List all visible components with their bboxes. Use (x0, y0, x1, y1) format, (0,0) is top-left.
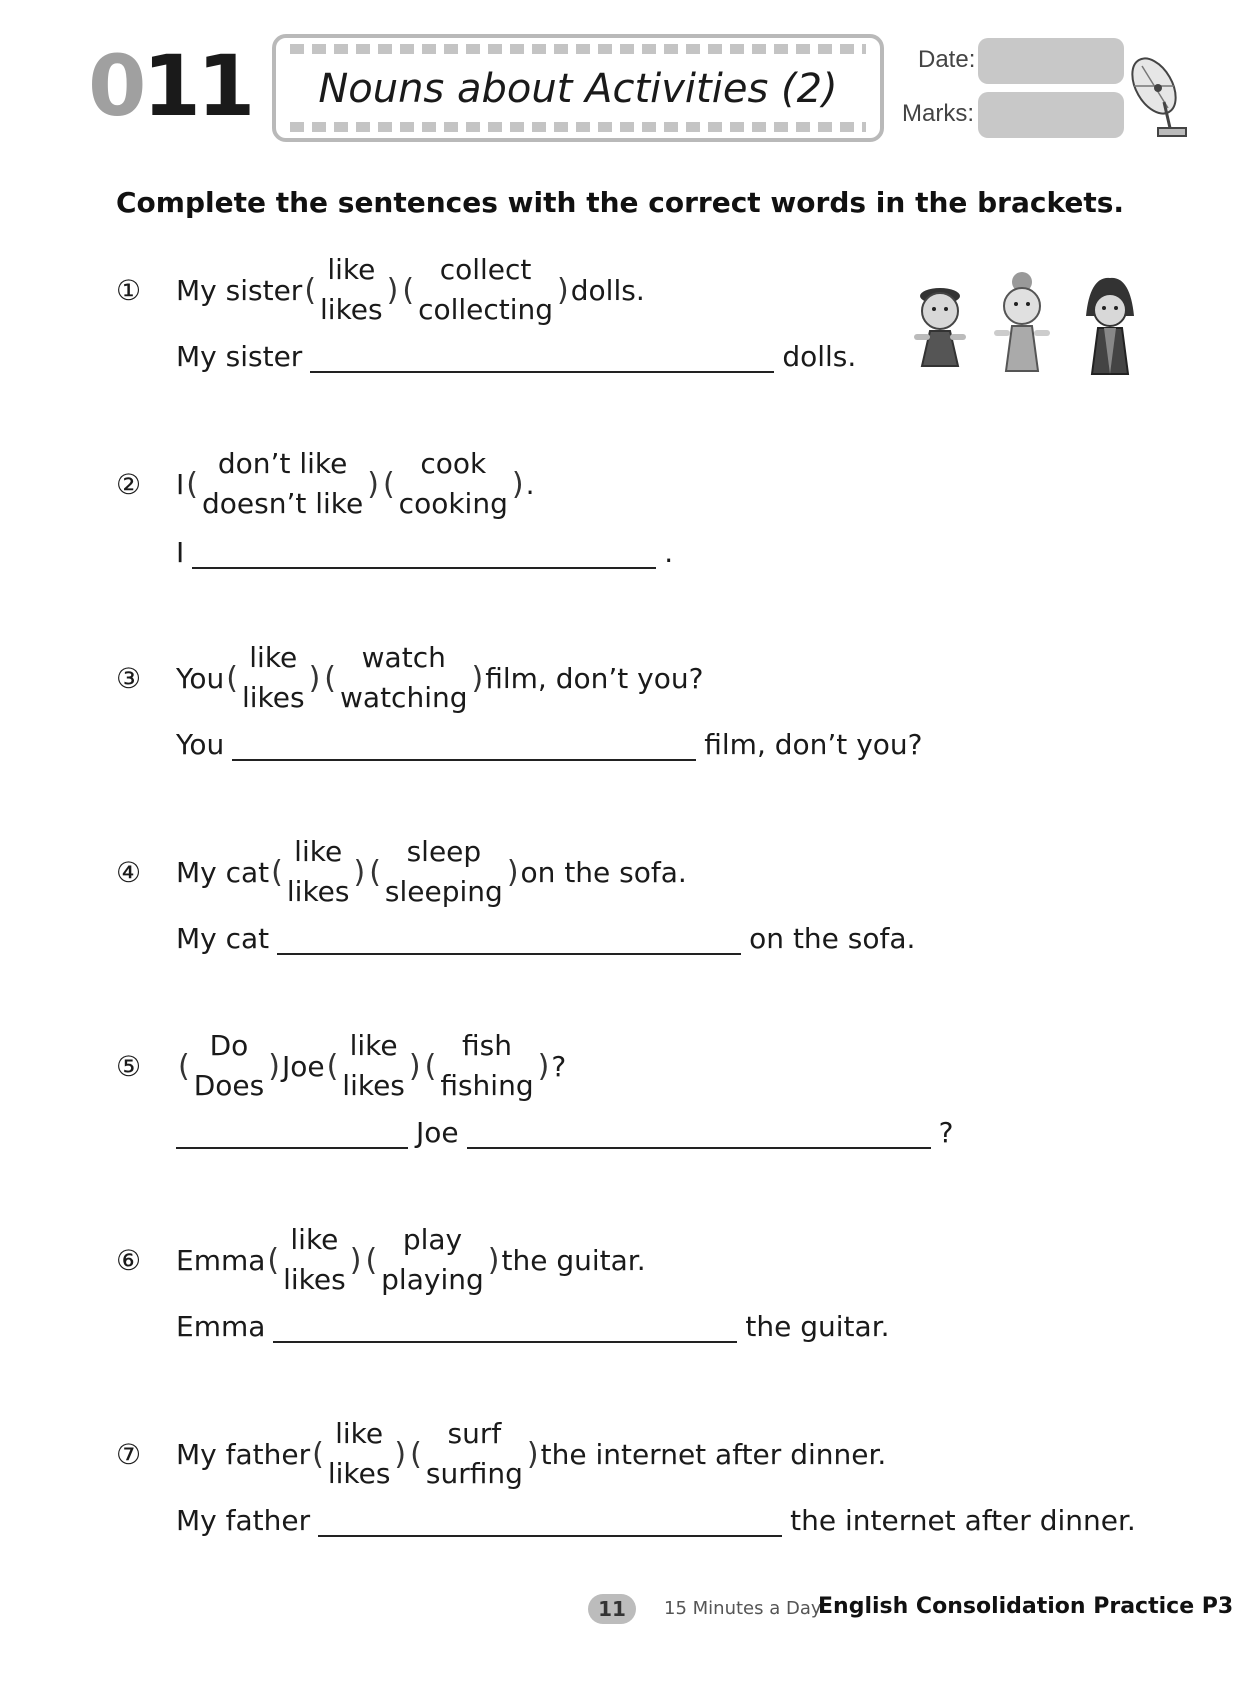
choice-group-2: ( watch watching ) (324, 638, 483, 718)
choice-group-1: ( like likes ) (312, 1414, 406, 1494)
choice-option[interactable]: likes (320, 293, 383, 326)
lesson-number-zero: 0 (88, 37, 143, 135)
date-field[interactable] (978, 38, 1124, 84)
answer-blank[interactable] (192, 537, 656, 569)
footer-subtitle: 15 Minutes a Day (664, 1598, 822, 1619)
sentence-start: I (176, 467, 185, 501)
sentence-end: the internet after dinner. (540, 1437, 887, 1471)
answer-line-5 (176, 1116, 954, 1149)
sentence-start: Emma (176, 1243, 266, 1277)
doll-1-icon (914, 288, 966, 366)
choice-group-2: ( play playing ) (365, 1220, 499, 1300)
choice-option[interactable]: likes (342, 1069, 405, 1102)
sentence-end: ? (551, 1049, 567, 1083)
answer-subject: Joe (416, 1116, 459, 1149)
sentence-end: film, don’t you? (485, 661, 704, 695)
answer-start: My cat (176, 922, 270, 955)
question-number: ⑥ (116, 1244, 142, 1277)
choice-option[interactable]: likes (283, 1263, 346, 1296)
sentence-start: My sister (176, 273, 303, 307)
choice-group-2: ( cook cooking ) (383, 444, 524, 524)
answer-blank-1[interactable] (176, 1117, 408, 1149)
sentence-end: the guitar. (501, 1243, 646, 1277)
choice-group-2: ( surf surfing ) (410, 1414, 538, 1494)
doll-3-icon (1086, 278, 1134, 374)
answer-end: ? (938, 1116, 954, 1149)
question-sentence (176, 636, 703, 720)
answer-end: film, don’t you? (704, 728, 923, 761)
instruction-text: Complete the sentences with the correct words in the brackets. (116, 186, 1125, 219)
lesson-number-digits: 11 (142, 37, 252, 135)
question-number: ④ (116, 856, 142, 889)
answer-line-1 (176, 340, 856, 373)
doll-2-icon (994, 272, 1050, 371)
question-number: ② (116, 468, 142, 501)
sentence-start: My cat (176, 855, 270, 889)
choice-option[interactable]: surf (447, 1417, 502, 1450)
answer-end: dolls. (782, 340, 857, 373)
question-number: ⑦ (116, 1438, 142, 1471)
choice-option[interactable]: surfing (425, 1457, 523, 1490)
title-banner (272, 34, 884, 142)
answer-end: on the sofa. (749, 922, 916, 955)
sentence-start: You (176, 661, 225, 695)
sentence-subject: Joe (281, 1049, 325, 1083)
answer-start: My father (176, 1504, 311, 1537)
answer-line-7 (176, 1504, 1136, 1537)
choice-option[interactable]: cooking (398, 487, 508, 520)
choice-option[interactable]: play (402, 1223, 463, 1256)
choice-option[interactable]: doesn’t like (201, 487, 364, 520)
choice-option[interactable]: collecting (418, 293, 554, 326)
answer-start: Emma (176, 1310, 266, 1343)
choice-option[interactable]: like (249, 641, 298, 674)
choice-group-1: ( don’t like doesn’t like ) (186, 444, 379, 524)
footer-book-title: English Consolidation Practice P3 (818, 1594, 1234, 1619)
question-sentence (176, 248, 645, 332)
question-sentence (176, 830, 687, 914)
answer-line-6 (176, 1310, 890, 1343)
question-sentence (176, 1412, 886, 1496)
question-number: ① (116, 274, 142, 307)
sentence-end: on the sofa. (520, 855, 687, 889)
choice-group-1: ( like likes ) (267, 1220, 361, 1300)
answer-blank[interactable] (273, 1311, 737, 1343)
choice-group-2: ( sleep sleeping ) (369, 832, 518, 912)
question-sentence (176, 1024, 566, 1108)
choice-group-1: ( like likes ) (226, 638, 320, 718)
lesson-number (88, 37, 252, 135)
choice-option[interactable]: Does (193, 1069, 265, 1102)
choice-group-0: ( Do Does ) (178, 1026, 280, 1106)
choice-option[interactable]: cook (420, 447, 487, 480)
answer-line-2 (176, 536, 673, 569)
choice-option[interactable]: watching (340, 681, 468, 714)
question-sentence (176, 442, 534, 526)
choice-group-1: ( like likes ) (271, 832, 365, 912)
choice-group-2: ( fish fishing ) (425, 1026, 550, 1106)
choice-option[interactable]: fishing (440, 1069, 534, 1102)
marks-field[interactable] (978, 92, 1124, 138)
question-sentence (176, 1218, 646, 1302)
choice-option[interactable]: like (349, 1029, 398, 1062)
choice-option[interactable]: like (290, 1223, 339, 1256)
page-title: Nouns about Activities (2) (318, 66, 838, 112)
choice-option[interactable]: fish (461, 1029, 512, 1062)
choice-option[interactable]: like (294, 835, 343, 868)
sentence-end: . (525, 467, 535, 501)
answer-blank[interactable] (277, 923, 741, 955)
answer-blank[interactable] (318, 1505, 782, 1537)
page-number: 11 (588, 1594, 636, 1624)
answer-start: I (176, 536, 185, 569)
answer-blank[interactable] (310, 341, 774, 373)
answer-line-3 (176, 728, 923, 761)
choice-option[interactable]: like (327, 253, 376, 286)
answer-end: the guitar. (745, 1310, 890, 1343)
choice-option[interactable]: playing (381, 1263, 484, 1296)
choice-option[interactable]: sleeping (384, 875, 503, 908)
answer-start: You (176, 728, 225, 761)
dolls-illustration (900, 256, 1150, 386)
satellite-dish-icon (1128, 52, 1188, 142)
choice-option[interactable]: likes (286, 875, 350, 908)
film-strip-bottom (290, 122, 866, 132)
sentence-start: My father (176, 1437, 311, 1471)
answer-blank-2[interactable] (467, 1117, 931, 1149)
choice-group-1: ( like likes ) (327, 1026, 421, 1106)
choice-option[interactable]: watch (361, 641, 446, 674)
film-strip-top (290, 44, 866, 54)
marks-label: Marks: (902, 100, 974, 127)
answer-end: the internet after dinner. (790, 1504, 1136, 1537)
answer-line-4 (176, 922, 915, 955)
answer-end: . (664, 536, 674, 569)
answer-start: My sister (176, 340, 303, 373)
choice-option[interactable]: don’t like (217, 447, 348, 480)
choice-option[interactable]: likes (327, 1457, 391, 1490)
sentence-end: dolls. (570, 273, 645, 307)
choice-option[interactable]: collect (439, 253, 532, 286)
choice-group-2: ( collect collecting ) (402, 250, 568, 330)
question-number: ③ (116, 662, 142, 695)
answer-blank[interactable] (232, 729, 696, 761)
choice-group-1: ( like likes ) (304, 250, 398, 330)
date-label: Date: (918, 46, 976, 73)
choice-option[interactable]: likes (241, 681, 305, 714)
question-number: ⑤ (116, 1050, 142, 1083)
choice-option[interactable]: like (335, 1417, 384, 1450)
choice-option[interactable]: sleep (406, 835, 482, 868)
choice-option[interactable]: Do (209, 1029, 249, 1062)
